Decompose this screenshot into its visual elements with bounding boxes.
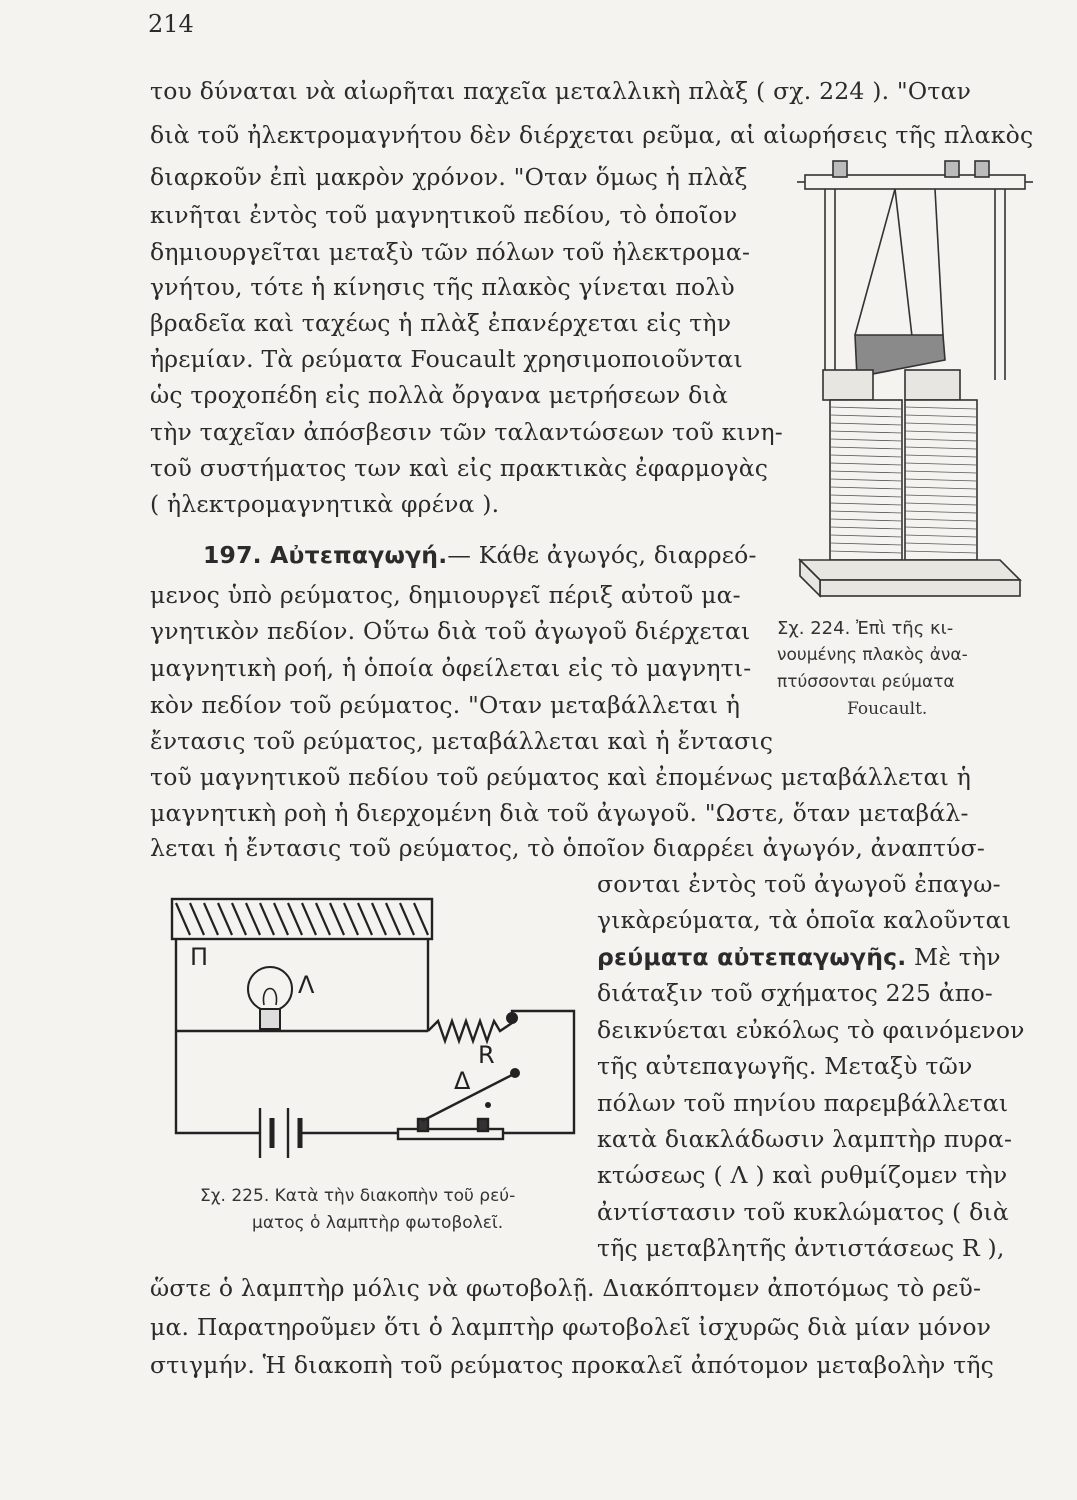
text-line: στιγμήν. Ἡ διακοπὴ τοῦ ρεύματος προκαλεῖ ἀπότομον μεταβολὴν τῆς [150,1351,994,1379]
text-line [597,940,1001,974]
text-fragment: Μὲ τὴν [906,943,1001,971]
text-line: σονται ἐντὸς τοῦ ἀγωγοῦ ἐπαγω- [597,870,1001,898]
label-coil: Π [190,943,209,971]
text-line: διαρκοῦν ἐπὶ μακρὸν χρόνον. "Οταν ὅμως ἡ πλὰξ [150,163,748,191]
page-number: 214 [148,10,194,38]
text-line: δεικνύεται εὐκόλως τὸ φαινόμενον [597,1016,1025,1044]
label-lamp: Λ [298,971,315,999]
text-line: ὥστε ὁ λαμπτὴρ μόλις νὰ φωτοβολῇ. Διακόπτομεν ἀποτόμως τὸ ρεῦ- [150,1274,982,1302]
text-line: λεται ἡ ἔντασις τοῦ ρεύματος, τὸ ὁποῖον διαρρέει ἀγωγόν, ἀναπτύσ- [150,834,986,862]
text-line: κὸν πεδίον τοῦ ρεύματος. "Οταν μεταβάλλεται ἡ [150,691,741,719]
caption-line: Σχ. 225. Κατὰ τὴν διακοπὴν τοῦ ρεύ- [200,1186,516,1206]
text-line: τὴν ταχεῖαν ἀπόσβεσιν τῶν ταλαντώσεων τοῦ κινη- [150,418,783,446]
text-line: ἀντίστασιν τοῦ κυκλώματος ( διὰ [597,1198,1009,1226]
text-line: διὰ τοῦ ἠλεκτρομαγνήτου δὲν διέρχεται ρεῦμα, αἱ αἰωρήσεις τῆς πλακὸς [150,121,1034,149]
caption-line: ματος ὁ λαμπτὴρ φωτοβολεῖ. [252,1213,504,1233]
section-heading-line [203,538,757,572]
text-line: ὡς τροχοπέδη εἰς πολλὰ ὄργανα μετρήσεων διὰ [150,381,729,409]
text-line: βραδεῖα καὶ ταχέως ἡ πλὰξ ἐπανέρχεται εἰς τὴν [150,309,732,337]
section-heading: 197. Αὐτεπαγωγή. [203,541,448,569]
figure-225-caption [200,1183,515,1237]
text-line: γικὰρεύματα, τὰ ὁποῖα καλοῦνται [597,906,1012,934]
text-line: μαγνητικὴ ροή, ἡ ὁποία ὀφείλεται εἰς τὸ μαγνητι- [150,654,752,682]
text-line: γνητικὸν πεδίον. Οὕτω διὰ τοῦ ἀγωγοῦ διέρχεται [150,617,751,645]
text-line: διάταξιν τοῦ σχήματος 225 ἀπο- [597,979,993,1007]
text-line: τῆς μεταβλητῆς ἀντιστάσεως R ), [597,1234,1005,1262]
figure-224-caption [777,615,968,723]
text-line: — Κάθε ἀγωγός, διαρρεό- [447,541,757,569]
text-line: ( ἠλεκτρομαγνητικὰ φρένα ). [150,490,500,518]
caption-line: Σχ. 224. Ἐπὶ τῆς κι- [777,618,954,639]
text-line: μενος ὑπὸ ρεύματος, δημιουργεῖ πέριξ αὐτοῦ μα- [150,581,741,609]
caption-line: Foucault. [847,699,928,719]
text-line: δημιουργεῖται μεταξὺ τῶν πόλων τοῦ ἠλεκτρομα- [150,238,751,266]
text-line: τοῦ μαγνητικοῦ πεδίου τοῦ ρεύματος καὶ ἐπομένως μεταβάλλεται ἡ [150,763,971,791]
text-line: μα. Παρατηροῦμεν ὅτι ὁ λαμπτὴρ φωτοβολεῖ ἰσχυρῶς διὰ μίαν μόνον [150,1313,992,1341]
text-line: τοῦ συστήματος των καὶ εἰς πρακτικὰς ἐφαρμογὰς [150,454,769,482]
text-line: κατὰ διακλάδωσιν λαμπτὴρ πυρα- [597,1125,1013,1153]
caption-line: πτύσσονται ρεύματα [777,672,955,692]
text-line: κτώσεως ( Λ ) καὶ ρυθμίζομεν τὴν [597,1161,1008,1189]
text-line: μαγνητικὴ ροὴ ἡ διερχομένη διὰ τοῦ ἀγωγοῦ. "Ωστε, ὅταν μεταβάλ- [150,799,969,827]
text-line: πόλων τοῦ πηνίου παρεμβάλλεται [597,1089,1009,1117]
text-line: του δύναται νὰ αἰωρῆται παχεῖα μεταλλικὴ πλὰξ ( σχ. 224 ). "Οταν [150,77,972,105]
text-line: γνήτου, τότε ἡ κίνησις τῆς πλακὸς γίνεται πολὺ [150,273,735,301]
text-line: ἠρεμίαν. Τὰ ρεύματα Foucault χρησιμοποιοῦνται [150,345,743,373]
figure-225-circuit [160,893,590,1173]
bold-term: ρεύματα αὐτεπαγωγῆς. [597,943,907,971]
text-line: κινῆται ἐντὸς τοῦ μαγνητικοῦ πεδίου, τὸ ὁποῖον [150,201,738,229]
caption-line: νουμένης πλακὸς ἀνα- [777,645,968,665]
text-line: τῆς αὐτεπαγωγῆς. Μεταξὺ τῶν [597,1052,973,1080]
label-resistor: R [478,1041,495,1069]
text-line: ἔντασις τοῦ ρεύματος, μεταβάλλεται καὶ ἡ ἔντασις [150,727,774,755]
figure-224-electromagnet [795,155,1035,610]
label-switch: Δ [454,1067,471,1095]
